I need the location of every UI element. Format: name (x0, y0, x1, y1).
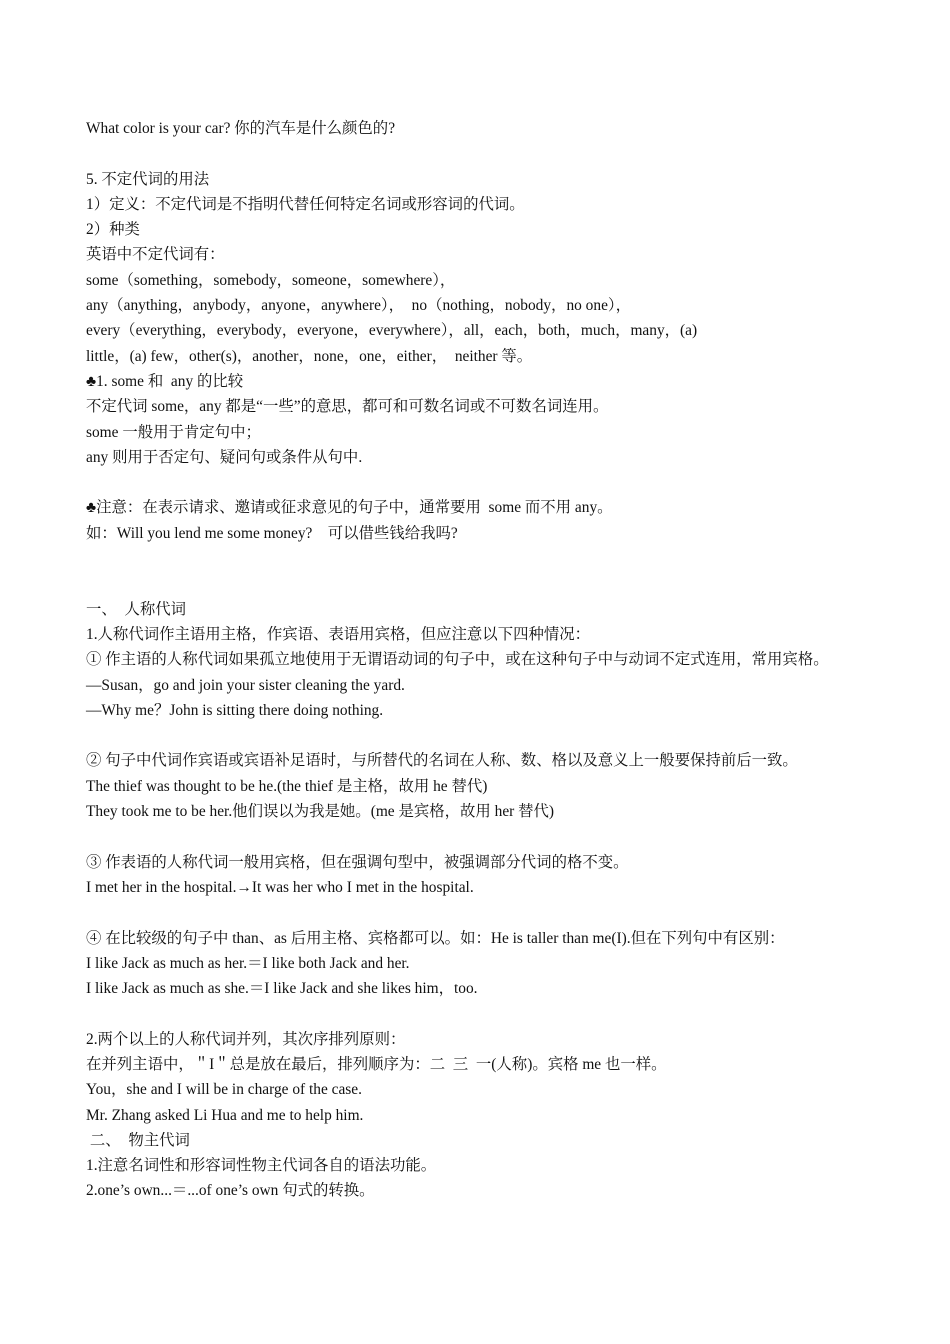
text-line: 不定代词 some，any 都是“一些”的意思，都可和可数名词或不可数名词连用。 (86, 398, 609, 416)
text-line: any 则用于否定句、疑问句或条件从句中. (86, 448, 363, 466)
blank-line (86, 1001, 872, 1026)
example-line: They took me to be her.他们误以为我是她。(me 是宾格，故用 her 替代) (86, 803, 555, 821)
example-line: I like Jack as much as she.＝I like Jack and she likes him，too. (86, 980, 478, 998)
blank-line (86, 900, 872, 925)
text-line: 2）种类 (86, 221, 140, 239)
text-line: some 一般用于肯定句中； (86, 423, 261, 441)
text-line: every（everything，everybody，everyone，everywhere），all，each，both，much，many，(a) (86, 322, 698, 340)
section-heading: 5. 不定代词的用法 (86, 170, 210, 188)
blank-line (86, 546, 872, 597)
example-line: You，she and I will be in charge of the case. (86, 1081, 362, 1099)
text-line: 2.one’s own...＝...of one’s own 句式的转换。 (86, 1182, 375, 1200)
text-line: 2.两个以上的人称代词并列，其次序排列原则： (86, 1030, 406, 1048)
blank-line (86, 470, 872, 495)
blank-line (86, 141, 872, 166)
text-line: 1.注意名词性和形容词性物主代词各自的语法功能。 (86, 1157, 437, 1175)
note-line: ♣注意：在表示请求、邀请或征求意见的句子中，通常要用 some 而不用 any。 (86, 499, 613, 517)
text-line: some（something，somebody，someone，somewhere）， (86, 271, 456, 289)
text-line: 1.人称代词作主语用主格，作宾语、表语用宾格，但应注意以下四种情况： (86, 625, 591, 643)
example-line: —Why me？John is sitting there doing nothing. (86, 701, 384, 719)
text-line: 英语中不定代词有： (86, 246, 225, 264)
text-line: ① 作主语的人称代词如果孤立地使用于无谓语动词的句子中，或在这种句子中与动词不定式连用，常用宾格。 (86, 651, 829, 669)
text-line: What color is your car? 你的汽车是什么颜色的? (86, 120, 396, 137)
blank-line (86, 723, 872, 748)
text-line: little，(a) few，other(s)，another，none，one，either， neither 等。 (86, 347, 533, 365)
text-line: ② 句子中代词作宾语或宾语补足语时，与所替代的名词在人称、数、格以及意义上一般要保持前后一致。 (86, 752, 798, 770)
text-line: ③ 作表语的人称代词一般用宾格，但在强调句型中，被强调部分代词的格不变。 (86, 853, 629, 871)
text-line: ④ 在比较级的句子中 than、as 后用主格、宾格都可以。如：He is taller than me(I).但在下列句中有区别： (86, 929, 785, 947)
example-line: —Susan，go and join your sister cleaning the yard. (86, 676, 405, 694)
example-line: Mr. Zhang asked Li Hua and me to help him. (86, 1106, 364, 1124)
section-heading: 二、 物主代词 (86, 1131, 190, 1149)
blank-line (86, 824, 872, 849)
section-heading: 一、 人称代词 (86, 600, 187, 618)
subsection-heading: ♣1. some 和 any 的比较 (86, 372, 244, 390)
document-body (86, 116, 872, 1204)
text-line: any（anything，anybody，anyone，anywhere）， no（nothing，nobody，no one）， (86, 297, 631, 315)
example-line: I met her in the hospital.→It was her who I met in the hospital. (86, 878, 474, 896)
example-line: 如：Will you lend me some money? 可以借些钱给我吗? (86, 524, 458, 542)
example-line: I like Jack as much as her.＝I like both Jack and her. (86, 954, 410, 972)
text-line: 1）定义：不定代词是不指明代替任何特定名词或形容词的代词。 (86, 195, 525, 213)
text-line: 在并列主语中，＂I＂总是放在最后，排列顺序为：二 三 一(人称)。宾格 me 也一样。 (86, 1055, 667, 1073)
example-line: The thief was thought to be he.(the thief 是主格，故用 he 替代) (86, 777, 488, 795)
